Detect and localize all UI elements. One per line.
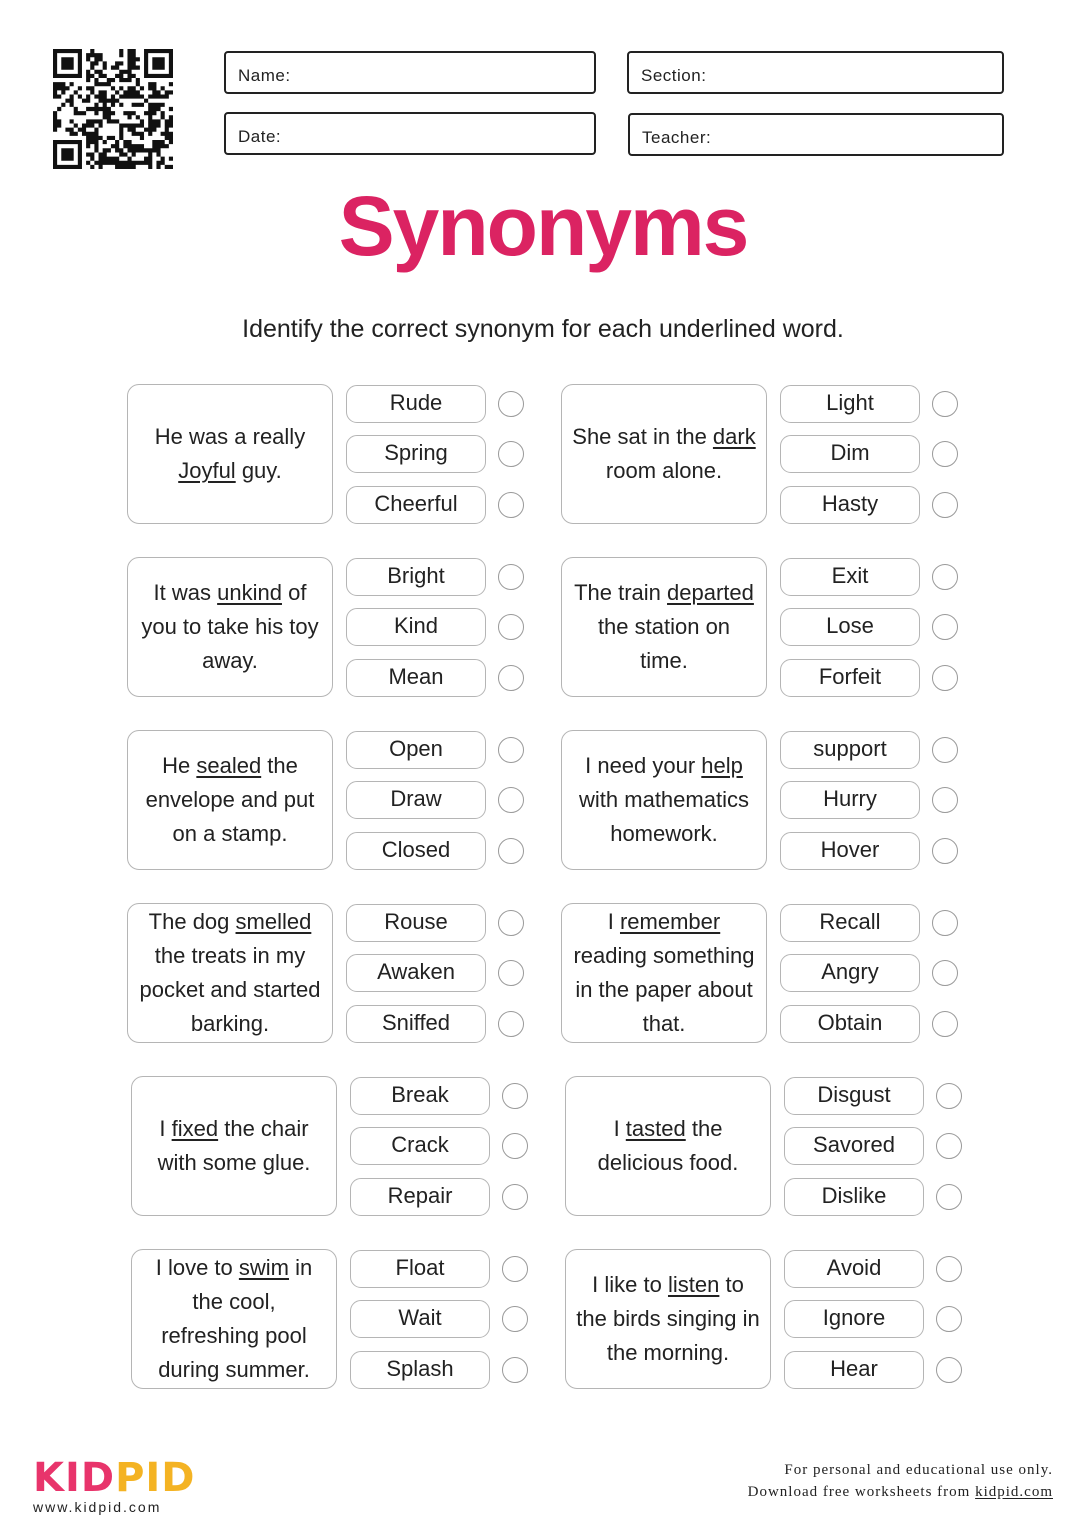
answer-radio[interactable]: [932, 910, 958, 936]
option-label[interactable]: Ignore: [784, 1300, 924, 1338]
answer-radio[interactable]: [502, 1133, 528, 1159]
sentence-before: She sat in the: [572, 424, 713, 449]
sentence-after: to the birds singing in the morning.: [576, 1272, 760, 1365]
sentence-box: [127, 384, 333, 524]
answer-radio[interactable]: [498, 441, 524, 467]
sentence-after: of you to take his toy away.: [141, 580, 319, 673]
instructions: Identify the correct synonym for each underlined word.: [242, 315, 844, 343]
underlined-word: Joyful: [178, 458, 236, 483]
answer-radio[interactable]: [932, 441, 958, 467]
footer-download-note: [748, 1484, 1053, 1501]
name-label: Name:: [238, 66, 291, 85]
answer-radio[interactable]: [932, 787, 958, 813]
sentence-box: [561, 384, 767, 524]
answer-radio[interactable]: [498, 1011, 524, 1037]
answer-radio[interactable]: [936, 1083, 962, 1109]
answer-radio[interactable]: [498, 614, 524, 640]
sentence-after: guy.: [235, 458, 282, 483]
sentence-box: [565, 1076, 771, 1216]
underlined-word: tasted: [625, 1116, 686, 1141]
underlined-word: fixed: [171, 1116, 219, 1141]
footer-download-text: Download free worksheets from: [747, 1484, 976, 1500]
sentence-box: [561, 903, 767, 1043]
date-field[interactable]: [224, 112, 596, 155]
answer-radio[interactable]: [932, 838, 958, 864]
sentence-before: The train: [574, 580, 668, 605]
sentence-text: [572, 749, 756, 851]
answer-radio[interactable]: [932, 492, 958, 518]
underlined-word: help: [701, 753, 743, 778]
answer-radio[interactable]: [932, 391, 958, 417]
qr-code-icon: [53, 49, 173, 169]
sentence-text: [572, 905, 756, 1041]
sentence-box: [127, 557, 333, 697]
option-label[interactable]: Hear: [784, 1351, 924, 1389]
option-label[interactable]: Break: [350, 1077, 490, 1115]
sentence-after: reading something in the paper about that.: [573, 943, 755, 1036]
sentence-before: I like to: [592, 1272, 668, 1297]
option-label[interactable]: Wait: [350, 1300, 490, 1338]
option-label[interactable]: Disgust: [784, 1077, 924, 1115]
sentence-box: [127, 730, 333, 870]
underlined-word: sealed: [196, 753, 262, 778]
option-label[interactable]: Draw: [346, 781, 486, 819]
answer-radio[interactable]: [502, 1256, 528, 1282]
answer-radio[interactable]: [936, 1306, 962, 1332]
sentence-after: room alone.: [605, 458, 723, 483]
option-label[interactable]: Dim: [780, 435, 920, 473]
option-label[interactable]: support: [780, 731, 920, 769]
option-label[interactable]: Awaken: [346, 954, 486, 992]
answer-radio[interactable]: [498, 492, 524, 518]
answer-radio[interactable]: [498, 737, 524, 763]
option-label[interactable]: Savored: [784, 1127, 924, 1165]
sentence-text: [138, 905, 322, 1041]
sentence-before: I love to: [155, 1255, 239, 1280]
footer-usage-note: For personal and educational use only.: [784, 1462, 1053, 1478]
answer-radio[interactable]: [502, 1184, 528, 1210]
answer-radio[interactable]: [932, 1011, 958, 1037]
option-label[interactable]: Light: [780, 385, 920, 423]
sentence-text: [142, 1112, 326, 1180]
sentence-text: [138, 420, 322, 488]
section-label: Section:: [641, 66, 707, 85]
option-label[interactable]: Open: [346, 731, 486, 769]
option-label[interactable]: Hover: [780, 832, 920, 870]
answer-radio[interactable]: [498, 960, 524, 986]
qr-code-modules: [53, 49, 173, 169]
teacher-label: Teacher:: [642, 128, 712, 147]
sentence-box: [561, 557, 767, 697]
sentence-box: [131, 1076, 337, 1216]
underlined-word: swim: [238, 1255, 289, 1280]
date-label: Date:: [238, 127, 282, 146]
option-label[interactable]: Splash: [350, 1351, 490, 1389]
option-label[interactable]: Bright: [346, 558, 486, 596]
sentence-text: [576, 1112, 760, 1180]
answer-radio[interactable]: [498, 391, 524, 417]
option-label[interactable]: Rouse: [346, 904, 486, 942]
option-label[interactable]: Forfeit: [780, 659, 920, 697]
option-label[interactable]: Avoid: [784, 1250, 924, 1288]
option-label[interactable]: Rude: [346, 385, 486, 423]
underlined-word: smelled: [235, 909, 312, 934]
option-label[interactable]: Sniffed: [346, 1005, 486, 1043]
answer-radio[interactable]: [936, 1256, 962, 1282]
sentence-before: He was a really: [154, 424, 306, 449]
option-label[interactable]: Exit: [780, 558, 920, 596]
underlined-word: remember: [619, 909, 721, 934]
sentence-before: He: [162, 753, 197, 778]
option-label[interactable]: Crack: [350, 1127, 490, 1165]
option-label[interactable]: Mean: [346, 659, 486, 697]
sentence-text: [576, 1268, 760, 1370]
sentence-box: [561, 730, 767, 870]
sentence-text: [142, 1251, 326, 1387]
sentence-before: The dog: [148, 909, 236, 934]
answer-radio[interactable]: [932, 960, 958, 986]
sentence-box: [131, 1249, 337, 1389]
sentence-before: I: [607, 909, 620, 934]
sentence-box: [565, 1249, 771, 1389]
sentence-after: with mathematics homework.: [579, 787, 749, 846]
option-label[interactable]: Spring: [346, 435, 486, 473]
answer-radio[interactable]: [498, 564, 524, 590]
sentence-text: [138, 576, 322, 678]
option-label[interactable]: Lose: [780, 608, 920, 646]
answer-radio[interactable]: [502, 1357, 528, 1383]
website-text: www.kidpid.com: [33, 1499, 162, 1515]
option-label[interactable]: Dislike: [784, 1178, 924, 1216]
sentence-after: the envelope and put on a stamp.: [145, 753, 315, 846]
sentence-after: the station on time.: [597, 614, 731, 673]
option-label[interactable]: Recall: [780, 904, 920, 942]
answer-radio[interactable]: [932, 665, 958, 691]
answer-radio[interactable]: [932, 737, 958, 763]
section-field[interactable]: [627, 51, 1004, 94]
underlined-word: dark: [712, 424, 756, 449]
sentence-after: the treats in my pocket and started barking.: [139, 943, 321, 1036]
answer-radio[interactable]: [502, 1306, 528, 1332]
option-label[interactable]: Float: [350, 1250, 490, 1288]
logo-text-kid: KID: [33, 1455, 116, 1501]
answer-radio[interactable]: [498, 665, 524, 691]
option-label[interactable]: Kind: [346, 608, 486, 646]
sentence-after: the chair with some glue.: [157, 1116, 311, 1175]
kidpid-logo: [33, 1456, 196, 1500]
sentence-after: the delicious food.: [597, 1116, 739, 1175]
underlined-word: unkind: [217, 580, 282, 605]
option-label[interactable]: Hurry: [780, 781, 920, 819]
sentence-text: [572, 420, 756, 488]
option-label[interactable]: Cheerful: [346, 486, 486, 524]
answer-radio[interactable]: [502, 1083, 528, 1109]
logo-text-pid: PID: [115, 1455, 196, 1501]
answer-radio[interactable]: [498, 787, 524, 813]
option-label[interactable]: Repair: [350, 1178, 490, 1216]
option-label[interactable]: Obtain: [780, 1005, 920, 1043]
sentence-text: [572, 576, 756, 678]
answer-radio[interactable]: [932, 564, 958, 590]
answer-radio[interactable]: [936, 1133, 962, 1159]
answer-radio[interactable]: [498, 910, 524, 936]
underlined-word: listen: [667, 1272, 720, 1297]
answer-radio[interactable]: [498, 838, 524, 864]
name-field[interactable]: [224, 51, 596, 94]
option-label[interactable]: Closed: [346, 832, 486, 870]
footer-link[interactable]: kidpid.com: [975, 1484, 1053, 1500]
option-label[interactable]: Hasty: [780, 486, 920, 524]
underlined-word: departed: [667, 580, 754, 605]
answer-radio[interactable]: [936, 1184, 962, 1210]
sentence-before: I: [613, 1116, 626, 1141]
page-title: Synonyms: [338, 179, 748, 273]
answer-radio[interactable]: [936, 1357, 962, 1383]
sentence-before: It was: [153, 580, 218, 605]
sentence-text: [138, 749, 322, 851]
answer-radio[interactable]: [932, 614, 958, 640]
sentence-before: I need your: [585, 753, 702, 778]
sentence-after: in the cool, refreshing pool during summer.: [158, 1255, 313, 1382]
sentence-box: [127, 903, 333, 1043]
option-label[interactable]: Angry: [780, 954, 920, 992]
teacher-field[interactable]: [628, 113, 1004, 156]
sentence-before: I: [159, 1116, 172, 1141]
